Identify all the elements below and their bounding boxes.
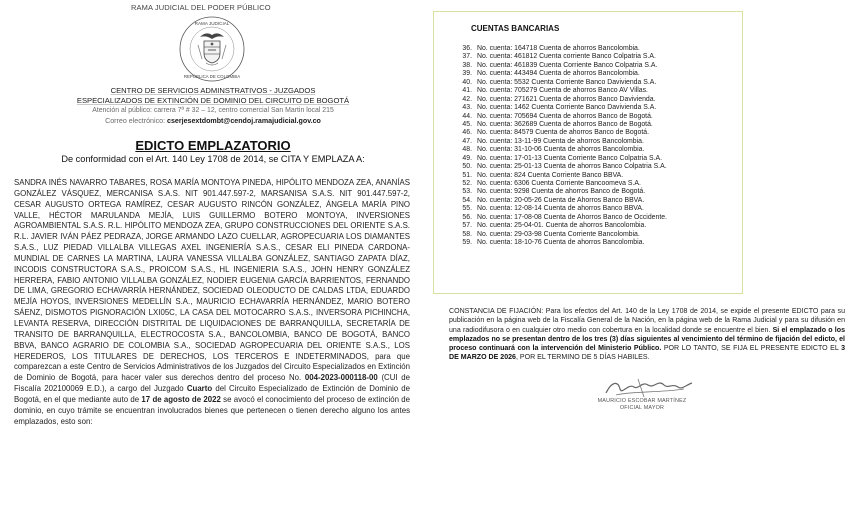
account-description: No. cuenta: 29-03-98 Cuenta Corriente Bancolombia.: [477, 230, 640, 238]
court-name: Cuarto: [186, 384, 213, 394]
email-label: Correo electrónico:: [105, 117, 166, 125]
page-subtitle: De conformidad con el Art. 140 Ley 1708 de 2014, se CITA Y EMPLAZA A:: [61, 154, 365, 164]
account-description: No. cuenta: 9298 Cuenta de ahorros Banco de Bogotá.: [477, 188, 646, 196]
account-description: No. cuenta: 13-11-99 Cuenta de ahorros Bancolombia.: [477, 137, 644, 145]
account-number-index: 51.: [462, 171, 472, 179]
body-text-3: (CUI de Fiscalía 202100069 E.D.), a cargo del Juzgado: [14, 373, 410, 394]
list-item: [434, 180, 744, 188]
process-number: 004-2023-000118-00: [304, 373, 378, 383]
account-description: No. cuenta: 18-10-76 Cuenta de ahorros Bancolombia.: [477, 239, 645, 247]
account-number-index: 46.: [462, 129, 472, 137]
constancia-text-2: POR LO TANTO, SE FIJA EL PRESENTE EDICTO EL: [661, 345, 842, 353]
list-item: [434, 172, 744, 180]
list-item: [434, 121, 744, 129]
account-number-index: 40.: [462, 78, 472, 86]
list-item: [434, 138, 744, 146]
account-number-index: 50.: [462, 163, 472, 171]
edict-body: [14, 178, 410, 427]
account-description: No. cuenta: 1462 Cuenta Corriente Banco Davivienda S.A.: [477, 104, 657, 112]
account-description: No. cuenta: 461839 Cuenta Corriente Banco Colpatria S.A.: [477, 61, 658, 69]
list-item: [434, 79, 744, 87]
page-title: EDICTO EMPLAZATORIO: [135, 138, 291, 153]
account-number-index: 56.: [462, 213, 472, 221]
accounts-title: CUENTAS BANCARIAS: [471, 24, 560, 33]
account-number-index: 42.: [462, 95, 472, 103]
body-text-5: se avocó el conocimiento del proceso de extinción de dominio, en cuyo trámite se encuentran involucrados bienes que pertenecen o tienen derecho alguno los antes emplazados, esto son:: [14, 394, 410, 426]
account-number-index: 37.: [462, 53, 472, 61]
list-item: [434, 45, 744, 53]
list-item: [434, 214, 744, 222]
account-description: No. cuenta: 6306 Cuenta Corriente Bancoomeva S.A.: [477, 180, 641, 187]
list-item: [434, 146, 744, 154]
account-number-index: 45.: [462, 120, 472, 128]
account-number-index: 53.: [462, 188, 472, 196]
account-description: No. cuenta: 705279 Cuenta de ahorros Banco AV Villas.: [477, 87, 648, 95]
account-number-index: 49.: [462, 154, 472, 162]
email-address[interactable]: cserjesextdombt@cendoj.ramajudicial.gov.co: [167, 117, 321, 125]
account-description: No. cuenta: 705694 Cuenta de ahorros Banco de Bogotá.: [477, 112, 653, 120]
body-text-2: para que comparezcan a este Centro de Servicios Administrativos de los Juzgados del Circuito Especializados en Extinción de Dominio de Bogotá, para hacer valer sus derechos dentro del proceso No.: [14, 351, 411, 383]
account-description: No. cuenta: 164718 Cuenta de ahorros Bancolombia.: [477, 45, 640, 52]
list-item: [434, 70, 744, 78]
list-item: [434, 96, 744, 104]
account-number-index: 55.: [462, 205, 472, 213]
list-item: [434, 188, 744, 196]
account-description: No. cuenta: 824 Cuenta Corriente Banco BBVA.: [477, 171, 624, 179]
attention-address: Atención al público: carrera 7ª # 32 – 12, centro comercial San Martin local 215: [92, 107, 334, 114]
institution-name: RAMA JUDICIAL DEL PODER PÚBLICO: [131, 3, 271, 12]
account-description: No. cuenta: 12-08-14 Cuenta de ahorros Banco BBVA.: [477, 205, 644, 213]
account-description: No. cuenta: 17-01-13 Cuenta Corriente Banco Colpatria S.A.: [477, 154, 663, 162]
list-item: [434, 205, 744, 213]
list-item: [434, 163, 744, 171]
list-item: [434, 231, 744, 239]
list-item: [434, 155, 744, 163]
constancia-text-1: CONSTANCIA DE FIJACIÓN: Para los efectos del Art. 140 de la Ley 1708 de 2014, se expide el presente EDICTO para su publicación en la página web de la Fiscalía General de la Nación, en la página web de la Rama Judicial y para su difusión en una radiodifusora o en cualquier otro medio con cobertura en la localidad donde se encuentre el bien.: [449, 308, 845, 334]
account-description: No. cuenta: 20-05-26 Cuenta de Ahorros Banco BBVA.: [477, 196, 645, 204]
constancia-fijacion: [449, 307, 845, 363]
seal-text-bottom: REPÚBLICA DE COLOMBIA: [183, 74, 241, 79]
list-item: [434, 129, 744, 137]
signer-name: MAURICIO ESCOBAR MARTÍNEZ: [597, 398, 687, 404]
account-description: No. cuenta: 5532 Cuenta Corriente Banco Davivienda S.A.: [477, 78, 657, 86]
account-description: No. cuenta: 461812 Cuenta corriente Banco Colpatria S.A.: [477, 53, 656, 61]
summoned-parties: SANDRA INÉS NAVARRO TABARES, ROSA MARÍA MONTOYA PINEDA, HIPÓLITO MENDOZA ZEA, ANANÍAS GONZÁLEZ VÁSQUEZ, MERCANISA S.A.S. NIT 901.447.597-2, MARSANISA S.A.S. NIT 901.447.597-2, CESAR AUGUSTO ORTEGA RAMÍREZ, CESAR AUGUSTO RINCÓN GONZÁLEZ, ÁNGELA MARÍA PINO VALLE, HÉCTOR MARULANDA MEJÍA, LUIS GUILLERMO BOTERO MONTOYA, INVERSIONES AGROAMBIENTAL S.A.S. R.L. HIPÓLITO MENDOZA ZEA, GRUPO CONSTRUCCIONES DEL ORIENTE S.A.S. R.L. JAVIER IVÁN PÁEZ PEDRAZA, JORGE ARMANDO LAZO CUELLAR, AGROPECUARIA LOS DIAMANTES S.A.S., LUZ PIEDAD VILLALBA VILLEGAS AXEL INGENIERÍA S.A.S., CESAR ELI PINEDA CARDONA- MUNDIAL DE CARNES LA MARTINA, LAURA VANESSA VILLALBA GONZÁLEZ, SANTIAGO ZAPATA DÍAZ, INCODIS CONSTRUCTORA S.A.S., PROICOM S.A.S., HL INGENIERIA S.A.S., JOHN HENRY GONZÁLEZ HERRERA, FABIO ANTONIO VILLALBA GONZÁLEZ, NODIER EUGENIA GARCÍA BARRIENTOS, FERNANDO DE LIMA, GREGORIO ECHAVARRÍA HERNÁNDEZ, SOCIEDAD OLEODUCTO DE CALDAS LTDA, EDUARDO MEJÍA HOYOS, INVERSIONES MEDELLÍN S.A., MAURICIO ECHAVARRÍA HERNÁNDEZ, MARIO BOTERO SÁENZ, DISMOTOS PIGNORACIÓN LXI05C, LA CASA DEL MOTOCARRO S.A.S., INVERSORA PICHINCHA, LEVANTA RESERVA, DIRECCIÓN DISTRITAL DE LIQUIDACIONES DE BARRANQUILLA, SECRETARÍA DE TRANSITO DE BARRANQUILLA, ELECTROCOSTA S.A., BANCOLOMBIA, BANCO DE BOGOTÁ, BANCO BBVA, BANCO AGRARIO DE COLOMBIA S.A., SOCIEDAD AGROPECUARIA DEL ORIENTE S.A.S., LOS HEREDEROS, LOS TITULARES DE DERECHOS, LOS TERCEROS E INDETERMINADOS,: [14, 178, 410, 361]
bank-accounts-box: [433, 11, 743, 294]
list-item: [434, 87, 744, 95]
account-number-index: 44.: [462, 112, 472, 120]
constancia-bold-1: Si el emplazado o los emplazados no se presentan dentro de los tres (3) días siguientes al vencimiento del término de fijación del edicto, el proceso continuará con la intervención del Ministerio Público.: [449, 326, 845, 353]
account-description: No. cuenta: 443494 Cuenta de ahorros Bancolombia.: [477, 70, 640, 78]
coat-of-arms-seal-icon: [178, 15, 246, 83]
body-text-4: del Circuito Especializado de Extinción de Dominio de Bogotá, en el que mediante auto de: [14, 384, 410, 404]
list-item: [434, 53, 744, 61]
signer-role: OFICIAL MAYOR: [619, 404, 665, 411]
account-number-index: 59.: [462, 239, 472, 247]
constancia-text-3: , POR EL TERMINO DE 5 DÍAS HABILES.: [515, 354, 650, 362]
list-item: [434, 62, 744, 70]
seal-text-top: RAMA JUDICIAL: [194, 21, 230, 26]
account-description: No. cuenta: 25-04-01. Cuenta de ahorros Bancolombia.: [477, 222, 647, 230]
auto-date: 17 de agosto de 2022: [141, 394, 221, 404]
account-number-index: 48.: [462, 146, 472, 154]
accounts-list: [434, 45, 744, 248]
fixation-date: 3 DE MARZO DE 2026: [449, 345, 845, 362]
account-description: No. cuenta: 271621 Cuenta de ahorros Banco Davivienda.: [477, 95, 656, 103]
account-description: No. cuenta: 17-08-08 Cuenta de Ahorros Banco de Occidente.: [477, 213, 667, 221]
list-item: [434, 197, 744, 205]
office-line-2: ESPECIALIZADOS DE EXTINCIÓN DE DOMINIO DEL CIRCUITO DE BOGOTÁ: [76, 96, 350, 105]
account-number-index: 38.: [462, 61, 472, 69]
account-number-index: 39.: [462, 70, 472, 78]
list-item: [434, 239, 744, 247]
list-item: [434, 113, 744, 121]
account-description: No. cuenta: 362689 Cuenta de ahorros Banco de Bogotá.: [477, 120, 653, 128]
list-item: [434, 104, 744, 112]
account-number-index: 47.: [462, 137, 472, 145]
account-description: No. cuenta: 84579 Cuenta de ahorros Banco de Bogotá.: [477, 129, 650, 137]
account-number-index: 41.: [462, 87, 472, 95]
account-number-index: 58.: [462, 230, 472, 238]
account-number-index: 36.: [462, 45, 472, 52]
account-number-index: 52.: [462, 180, 472, 187]
account-number-index: 57.: [462, 222, 472, 230]
account-description: No. cuenta: 31-10-06 Cuenta de ahorros Bancolombia.: [477, 146, 645, 154]
email-line: [14, 117, 412, 126]
account-description: No. cuenta: 25-01-13 Cuenta de ahorros Banco Colpatria S.A.: [477, 163, 667, 171]
office-line-1: CENTRO DE SERVICIOS ADMINSTRATIVOS - JUZGADOS: [110, 86, 316, 95]
account-number-index: 43.: [462, 104, 472, 112]
account-number-index: 54.: [462, 196, 472, 204]
list-item: [434, 222, 744, 230]
signature-block: [560, 398, 724, 411]
